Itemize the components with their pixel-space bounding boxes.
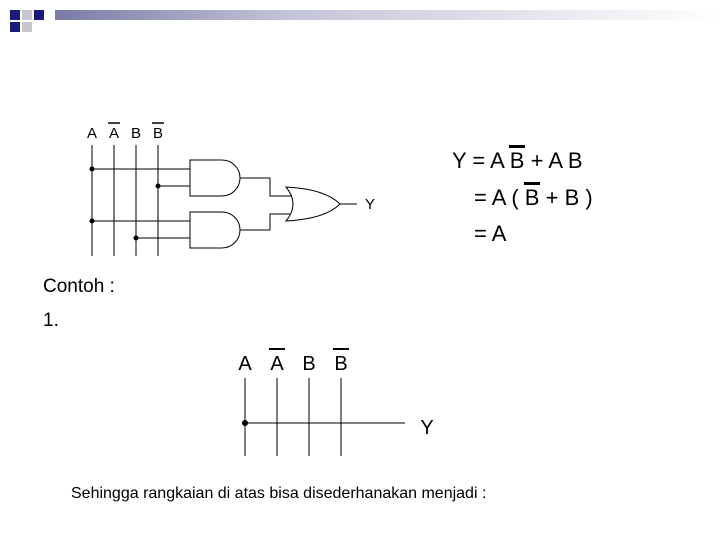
eq2-b-bar: B: [524, 185, 540, 210]
eq3-equals: =: [474, 221, 487, 246]
circuit2-label-a: A: [238, 353, 252, 375]
equation-line-2: [474, 185, 593, 211]
circuit1-and-gate-2: [190, 212, 240, 248]
header-square-navy-2: [34, 10, 44, 20]
eq2-post: + B ): [545, 185, 593, 210]
header-square-navy-3: [10, 22, 20, 32]
logic-circuit-simplified: [225, 340, 450, 460]
header-gradient-band: [55, 10, 720, 20]
circuit1-label-a-bar: A: [108, 125, 120, 142]
example-label: Contoh :: [43, 276, 115, 297]
circuit2-label-y: Y: [420, 417, 434, 439]
eq2-equals: =: [474, 185, 487, 210]
header-square-gray-1: [22, 10, 32, 20]
eq1-lhs: Y: [452, 148, 467, 173]
circuit2-junction-a: [242, 420, 248, 426]
circuit1-label-b: B: [130, 125, 142, 142]
circuit1-label-y: Y: [364, 196, 376, 213]
circuit2-label-b-bar: B: [334, 353, 348, 375]
header-decoration: [0, 0, 720, 40]
circuit1-label-b-bar: B: [152, 125, 164, 142]
eq3-result: A: [491, 221, 507, 246]
circuit1-junction-b-and2: [134, 236, 139, 241]
circuit2-label-a-bar: A: [270, 353, 284, 375]
circuit1-junction-a-and2: [90, 219, 95, 224]
header-square-navy-1: [10, 10, 20, 20]
equation-line-3: [474, 221, 506, 247]
eq1-term2: A B: [548, 148, 583, 173]
circuit1-and2-output: [240, 214, 291, 230]
conclusion-text: Sehingga rangkaian di atas bisa disederhanakan menjadi :: [71, 485, 487, 502]
logic-circuit-original: [60, 118, 390, 260]
eq2-pre: A (: [491, 185, 519, 210]
equation-line-1: [452, 148, 583, 174]
header-square-gray-2: [22, 22, 32, 32]
circuit1-or-gate: [286, 187, 340, 221]
eq1-plus: +: [530, 148, 544, 173]
example-number: 1.: [43, 310, 59, 331]
circuit1-label-a: A: [86, 125, 98, 142]
eq1-term1-a: A: [490, 148, 504, 173]
circuit1-junction-a-and1: [90, 167, 95, 172]
circuit1-junction-b-bar-and1: [156, 184, 161, 189]
eq1-equals: =: [472, 148, 486, 173]
circuit2-label-b: B: [302, 353, 316, 375]
circuit1-and1-output: [240, 178, 291, 196]
eq1-term1-b-bar: B: [509, 148, 525, 173]
circuit1-and-gate-1: [190, 160, 240, 196]
